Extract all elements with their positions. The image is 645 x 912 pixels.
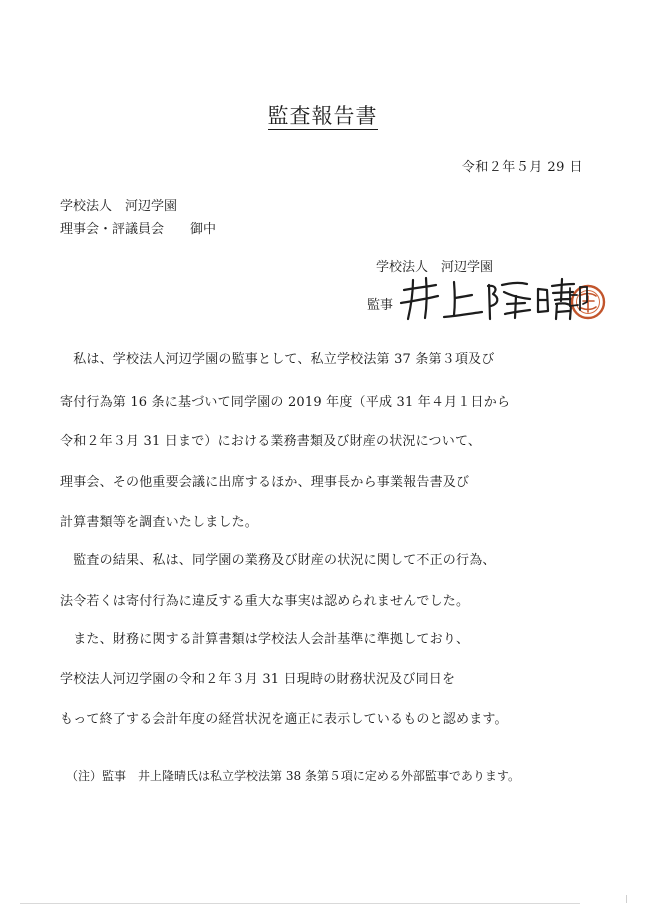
scan-edge-mark bbox=[626, 895, 639, 903]
report-date: 令和２年５月 29 日 bbox=[461, 160, 583, 175]
body-line-8: また、財務に関する計算書類は学校法人会計基準に準拠しており、 bbox=[60, 632, 470, 647]
addressee-organization: 学校法人 河辺学園 bbox=[60, 199, 178, 214]
footnote: （注）監事 井上隆晴氏は私立学校法第 38 条第５項に定める外部監事であります。 bbox=[66, 769, 520, 783]
body-line-10: もって終了する会計年度の経営状況を適正に表示しているものと認めます。 bbox=[60, 712, 508, 727]
document-title bbox=[0, 100, 645, 130]
addressee-boards: 理事会・評議員会 御中 bbox=[60, 222, 217, 237]
body-line-2: 寄付行為第 16 条に基づいて同学園の 2019 年度（平成 31 年４月１日から bbox=[60, 395, 511, 410]
scan-edge-line bbox=[20, 903, 580, 904]
handwritten-signature bbox=[398, 272, 610, 328]
body-line-3: 令和２年３月 31 日まで）における業務書類及び財産の状況について、 bbox=[60, 434, 482, 449]
body-line-9: 学校法人河辺学園の令和２年３月 31 日現時の財務状況及び同日を bbox=[60, 672, 456, 687]
body-line-7: 法令若くは寄付行為に違反する重大な事実は認められませんでした。 bbox=[60, 594, 470, 609]
document-title-text: 監査報告書 bbox=[267, 104, 378, 128]
body-line-6: 監査の結果、私は、同学園の業務及び財産の状況に関して不正の行為、 bbox=[60, 553, 496, 568]
issuer-role: 監事 bbox=[367, 298, 394, 313]
body-line-5: 計算書類等を調査いたしました。 bbox=[60, 515, 259, 530]
issuer-organization: 学校法人 河辺学園 bbox=[376, 260, 494, 275]
body-line-4: 理事会、その他重要会議に出席するほか、理事長から事業報告書及び bbox=[60, 475, 470, 490]
body-line-1: 私は、学校法人河辺学園の監事として、私立学校法第 37 条第３項及び bbox=[60, 352, 495, 367]
